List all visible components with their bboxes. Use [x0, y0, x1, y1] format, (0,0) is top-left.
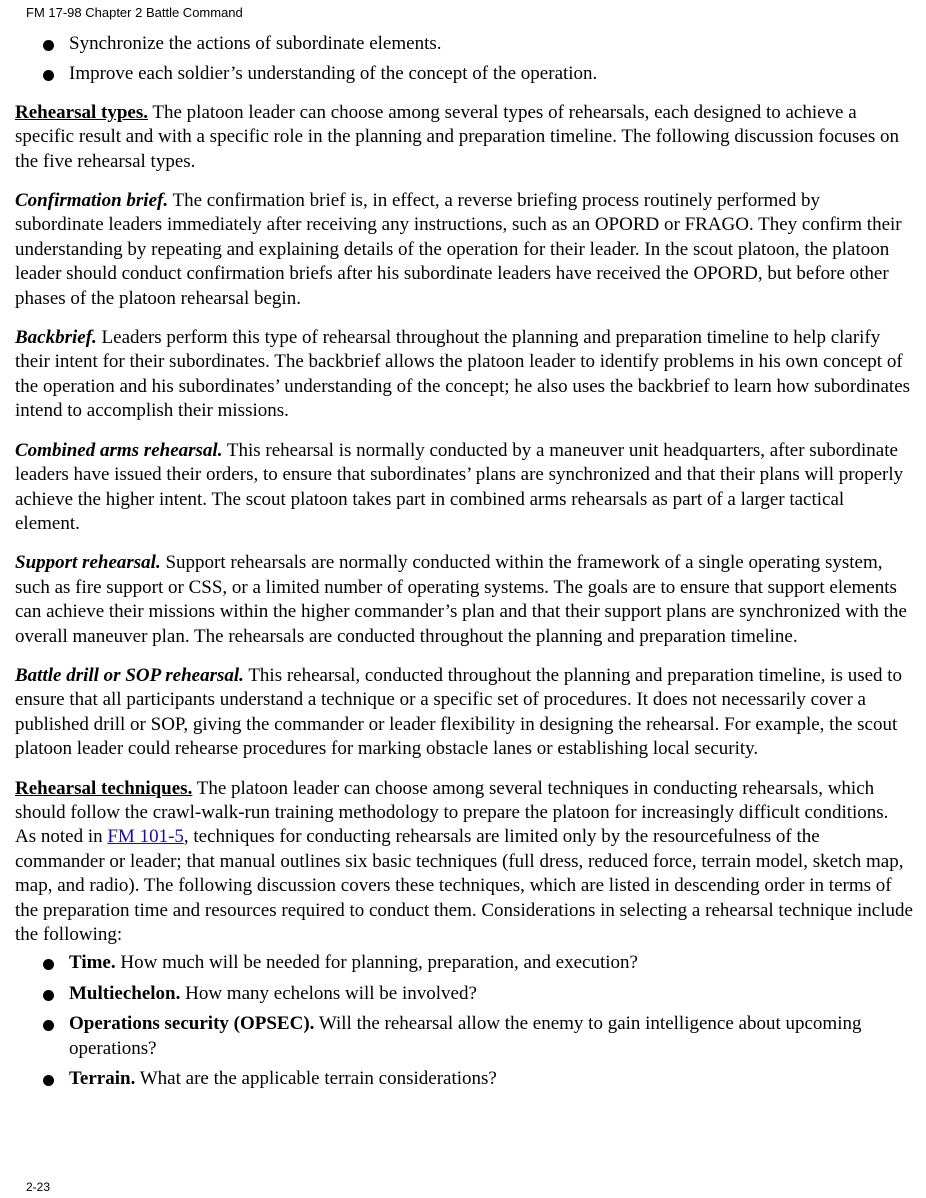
paragraph-text: The platoon leader can choose among several types of rehearsals, each designed to achieve a specific result and with a specific role in the planning and preparation timeline. The following discussion focuses on the five rehearsal types. — [15, 101, 899, 172]
list-item — [43, 951, 913, 975]
term: Multiechelon. — [69, 982, 181, 1004]
subheading: Backbrief. — [15, 327, 97, 349]
subheading: Combined arms rehearsal. — [15, 439, 223, 461]
fm-101-5-link[interactable]: FM 101-5 — [107, 826, 184, 848]
document-body — [15, 32, 913, 1105]
considerations-list — [15, 951, 913, 1091]
list-item-text: What are the applicable terrain considerations? — [135, 1068, 497, 1090]
list-item — [43, 1067, 913, 1091]
list-item-text: Synchronize the actions of subordinate elements. — [69, 33, 442, 54]
paragraph-rehearsal-types — [15, 101, 913, 174]
paragraph-rehearsal-techniques — [15, 777, 913, 948]
list-item — [43, 32, 913, 56]
bullet-icon — [43, 990, 54, 1001]
term: Time. — [69, 952, 116, 974]
paragraph-combined-arms — [15, 439, 913, 537]
paragraph-support — [15, 551, 913, 649]
subheading: Confirmation brief. — [15, 190, 169, 212]
list-item — [43, 62, 913, 86]
list-item — [43, 982, 913, 1006]
list-item-text: Will the rehearsal allow the enemy to gain intelligence about upcoming operations? — [69, 1013, 862, 1059]
paragraph-text: The confirmation brief is, in effect, a reverse briefing process routinely performed by subordinate leaders immediately after receiving any instructions, such as an OPORD or FRAGO. They confirm their understanding by repeating and explaining details of the operation for their leader. In the scout platoon, the platoon leader should conduct confirmation briefs after his subordinate leaders have received the OPORD, but before other phases of the platoon rehearsal begin. — [15, 190, 902, 309]
bullet-icon — [43, 1075, 54, 1086]
bullet-icon — [43, 959, 54, 970]
page-number: 2-23 — [26, 1180, 51, 1194]
page-header: FM 17-98 Chapter 2 Battle Command — [26, 5, 243, 20]
section-heading: Rehearsal techniques. — [15, 777, 193, 799]
paragraph-confirmation-brief — [15, 189, 913, 311]
term: Terrain. — [69, 1068, 136, 1090]
list-item-text: Improve each soldier’s understanding of the concept of the operation. — [69, 63, 598, 85]
list-item — [43, 1012, 913, 1061]
subheading: Support rehearsal. — [15, 552, 161, 574]
list-item-text: How many echelons will be involved? — [180, 982, 477, 1004]
subheading: Battle drill or SOP rehearsal. — [15, 664, 244, 686]
paragraph-backbrief — [15, 326, 913, 424]
bullet-icon — [43, 70, 54, 81]
paragraph-battle-drill — [15, 664, 913, 762]
top-bullet-list — [15, 32, 913, 87]
paragraph-text: This rehearsal is normally conducted by a maneuver unit headquarters, after subordinate leaders have issued their orders, to ensure that subordinates’ plans are synchronized and that their plans will properly achieve the higher intent. The scout platoon takes part in combined arms rehearsals as part of a larger tactical element. — [15, 439, 904, 534]
list-item-text: How much will be needed for planning, preparation, and execution? — [115, 952, 638, 974]
paragraph-text: Leaders perform this type of rehearsal throughout the planning and preparation timeline to help clarify their intent for their subordinates. The backbrief allows the platoon leader to identify problems in his own concept of the operation and his subordinates’ understanding of the concept; he also uses the backbrief to learn how subordinates intend to accomplish their missions. — [15, 327, 911, 422]
paragraph-text: This rehearsal, conducted throughout the planning and preparation timeline, is used to ensure that all participants understand a technique or a specific set of procedures. It does not necessarily cover a published drill or SOP, giving the commander or leader flexibility in designing the rehearsal. For example, the scout platoon leader could rehearse procedures for marking obstacle lanes or establishing local security. — [15, 664, 903, 760]
paragraph-text: Support rehearsals are normally conducted within the framework of a single operating system, such as fire support or CSS, or a limited number of operating systems. The goals are to ensure that support elements can achieve their missions within the higher commander’s plan and that their support plans are synchronized with the overall maneuver plan. The rehearsals are conducted throughout the planning and preparation timeline. — [15, 552, 907, 647]
paragraph-text: The platoon leader can choose among several techniques in conducting rehearsals, which should follow the crawl-walk-run training methodology to prepare the platoon for increasingly difficult conditions. As noted in — [15, 777, 889, 848]
bullet-icon — [43, 40, 54, 51]
term: Operations security (OPSEC). — [69, 1013, 315, 1035]
section-heading: Rehearsal types. — [15, 101, 148, 123]
paragraph-text: , techniques for conducting rehearsals are limited only by the resourcefulness of the commander or leader; that manual outlines six basic techniques (full dress, reduced force, terrain model, sketch map, map, and radio). The following discussion covers these techniques, which are listed in descending order in terms of the preparation time and resources required to conduct them. Considerations in selecting a rehearsal technique include the following: — [15, 826, 913, 945]
bullet-icon — [43, 1020, 54, 1031]
